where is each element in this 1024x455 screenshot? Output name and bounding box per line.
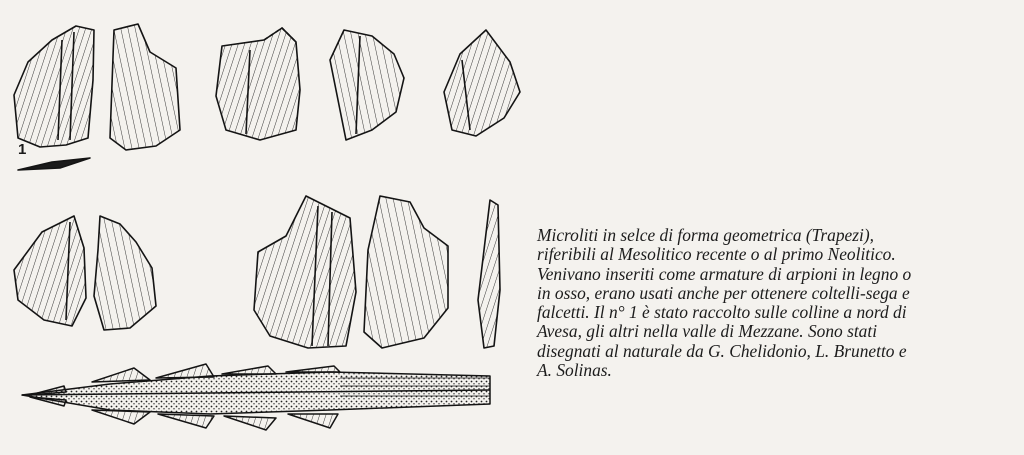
caption-line: Venivano inseriti come armature di arpioni in legno o	[537, 263, 912, 284]
trapeze-3-dorsal	[330, 30, 404, 140]
caption-line: Microliti in selce di forma geometrica (Trapezi),	[537, 225, 874, 245]
trapeze-5-dorsal	[14, 216, 86, 326]
trapeze-5-ventral	[94, 216, 156, 330]
trapeze-4-dorsal	[444, 30, 520, 136]
caption-line: Avesa, gli altri nella valle di Mezzane. Sono stati	[537, 321, 878, 342]
trapeze-6-profile	[478, 200, 500, 348]
harpoon-reconstruction	[22, 364, 490, 430]
caption-line: falcetti. Il n° 1 è stato raccolto sulle colline a nord di	[537, 302, 907, 323]
trapeze-1-ventral	[110, 24, 180, 150]
caption-line: A. Solinas.	[537, 360, 612, 381]
figure-caption	[537, 226, 1017, 380]
caption-line: in osso, erano usati anche per ottenere coltelli-sega e	[537, 282, 910, 303]
caption-line: disegnati al naturale da G. Chelidonio, L. Brunetto e	[537, 340, 907, 361]
trapeze-2-dorsal	[216, 28, 300, 140]
trapeze-1-profile	[18, 158, 90, 170]
figure-number-label: 1	[18, 141, 27, 158]
trapeze-1-dorsal	[14, 26, 94, 147]
trapeze-6-dorsal	[254, 196, 356, 348]
caption-line: riferibili al Mesolitico recente o al primo Neolitico.	[537, 244, 896, 265]
trapeze-6-ventral	[364, 196, 448, 348]
